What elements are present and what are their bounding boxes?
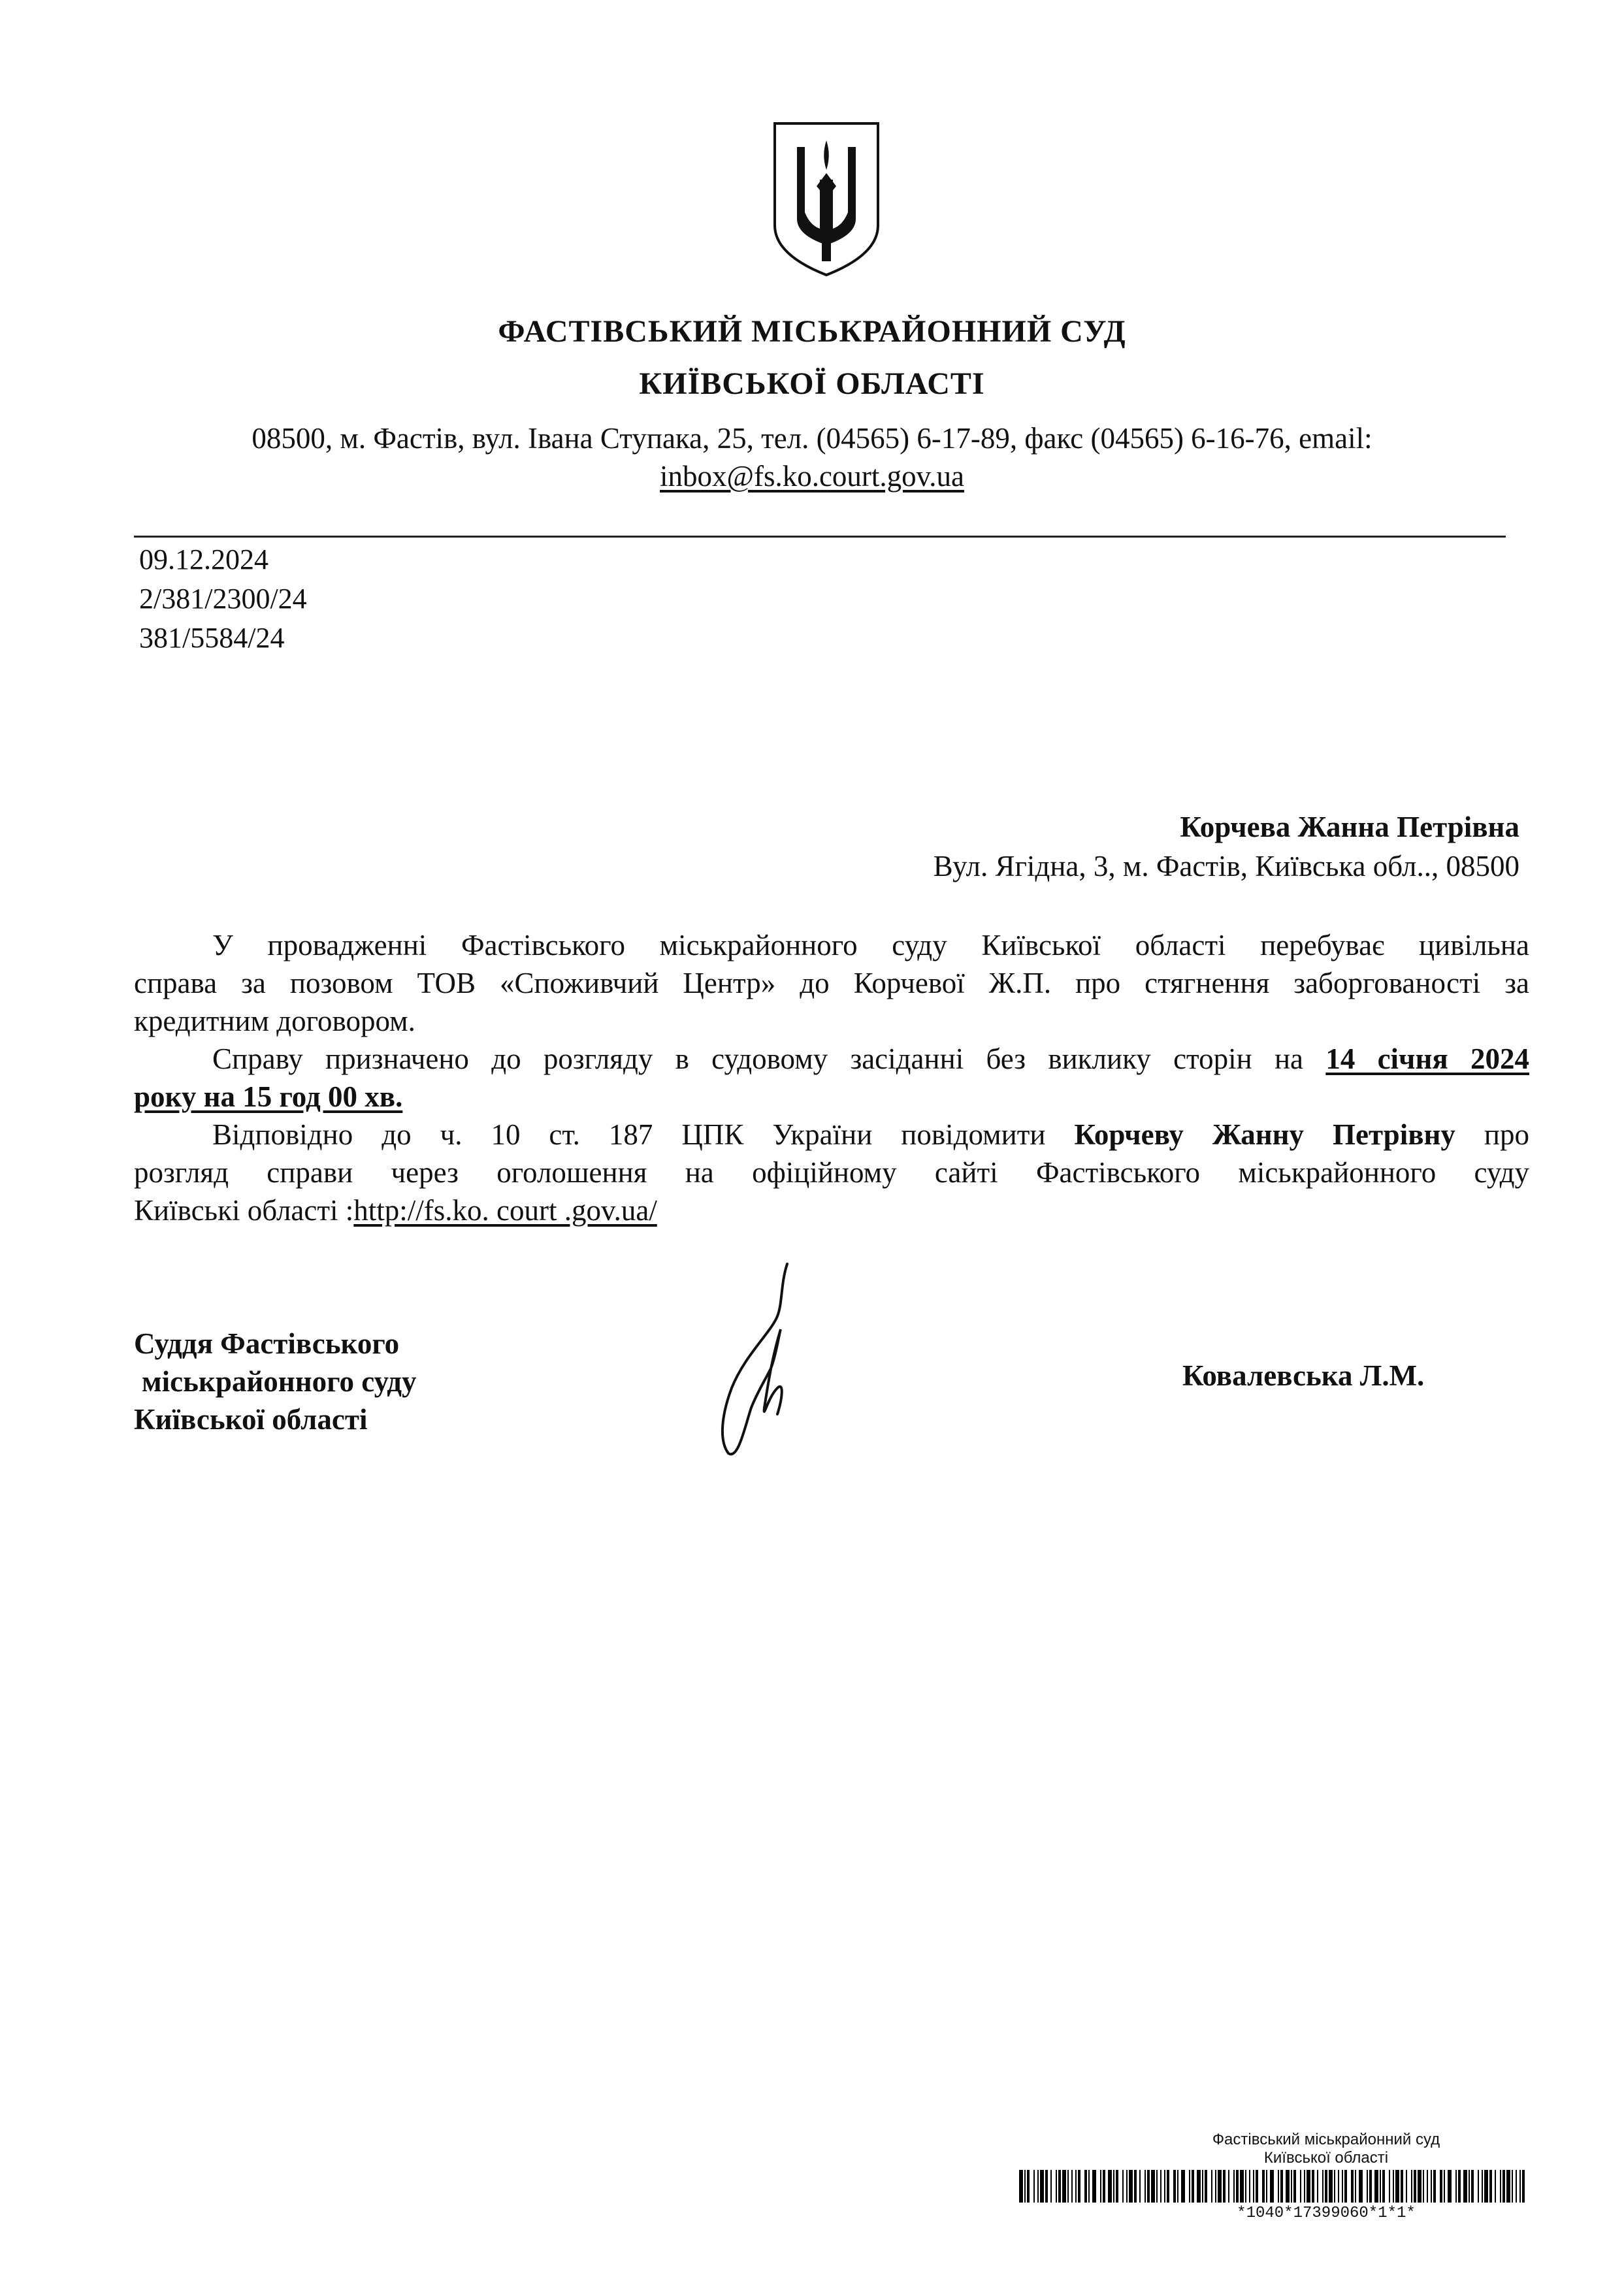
notice-recipient-name: Корчеву Жанну Петрівну [1074, 1118, 1455, 1151]
paragraph-line [134, 1040, 1529, 1078]
court-name: ФАСТІВСЬКИЙ МІСЬКРАЙОННИЙ СУД [498, 314, 1126, 349]
paragraph-line [134, 1116, 1529, 1154]
judge-name: Ковалевська Л.М. [1182, 1359, 1425, 1392]
barcode [1019, 2170, 1529, 2203]
paragraph-hearing [134, 1040, 1529, 1116]
recipient-name: Корчева Жанна Петрівна [1180, 811, 1519, 843]
hearing-date: 14 січня 2024 [1325, 1042, 1529, 1075]
hearing-text: Справу призначено до розгляду в судовому засіданні без виклику сторін на [212, 1042, 1304, 1075]
letter-meta [139, 540, 307, 658]
paragraph-notice [134, 1116, 1529, 1229]
paragraph-proceedings [134, 926, 1529, 1040]
coat-of-arms-emblem [771, 121, 882, 278]
notice-text-end: про [1484, 1118, 1530, 1151]
paragraph-line: У провадженні Фастівського міськрайонного суду Київської області перебуває цивільна [212, 929, 1529, 961]
letter-ref-number: 2/381/2300/24 [139, 583, 307, 615]
judge-title-line: міськрайонного суду [142, 1365, 417, 1398]
notice-region: Київські області : [134, 1194, 354, 1227]
recipient-address: Вул. Ягідна, 3, м. Фастів, Київська обл.., 08500 [933, 850, 1519, 882]
court-email-row [0, 459, 1624, 493]
hearing-time: року на 15 год 00 хв. [134, 1080, 403, 1113]
header-divider [134, 536, 1506, 538]
registration-stamp [1124, 2131, 1529, 2167]
notice-text: Відповідно до ч. 10 ст. 187 ЦПК України повідомити [212, 1118, 1046, 1151]
court-region: КИЇВСЬКОЇ ОБЛАСТІ [639, 366, 985, 401]
paragraph-line: розгляд справи через оголошення на офіційному сайті Фастівського міськрайонного суду [134, 1156, 1529, 1189]
court-email-link[interactable]: inbox@fs.ko.court.gov.ua [660, 460, 964, 493]
paragraph-line [134, 1078, 1529, 1116]
stamp-line: Київської області [1263, 2149, 1389, 2167]
judge-title-line: Суддя Фастівського [134, 1327, 400, 1360]
judge-title [134, 1325, 417, 1438]
judge-title-line: Київської області [134, 1403, 368, 1436]
handwritten-signature [706, 1257, 810, 1466]
paragraph-line: справа за позовом ТОВ «Споживчий Центр» до Корчевої Ж.П. про стягнення заборгованості за [134, 967, 1529, 999]
court-address: 08500, м. Фастів, вул. Івана Ступака, 25, тел. (04565) 6-17-89, факс (04565) 6-16-76, email: [252, 422, 1372, 455]
barcode-number: *1040*17399060*1*1* [1237, 2205, 1416, 2222]
case-number: 381/5584/24 [139, 622, 285, 654]
paragraph-line: кредитним договором. [134, 1005, 415, 1037]
letter-date: 09.12.2024 [139, 543, 268, 575]
court-website-link[interactable]: http://fs.ko. court .gov.ua/ [353, 1194, 657, 1227]
paragraph-line [134, 1191, 1529, 1229]
stamp-line: Фастівський міськрайонний суд [1212, 2131, 1440, 2148]
